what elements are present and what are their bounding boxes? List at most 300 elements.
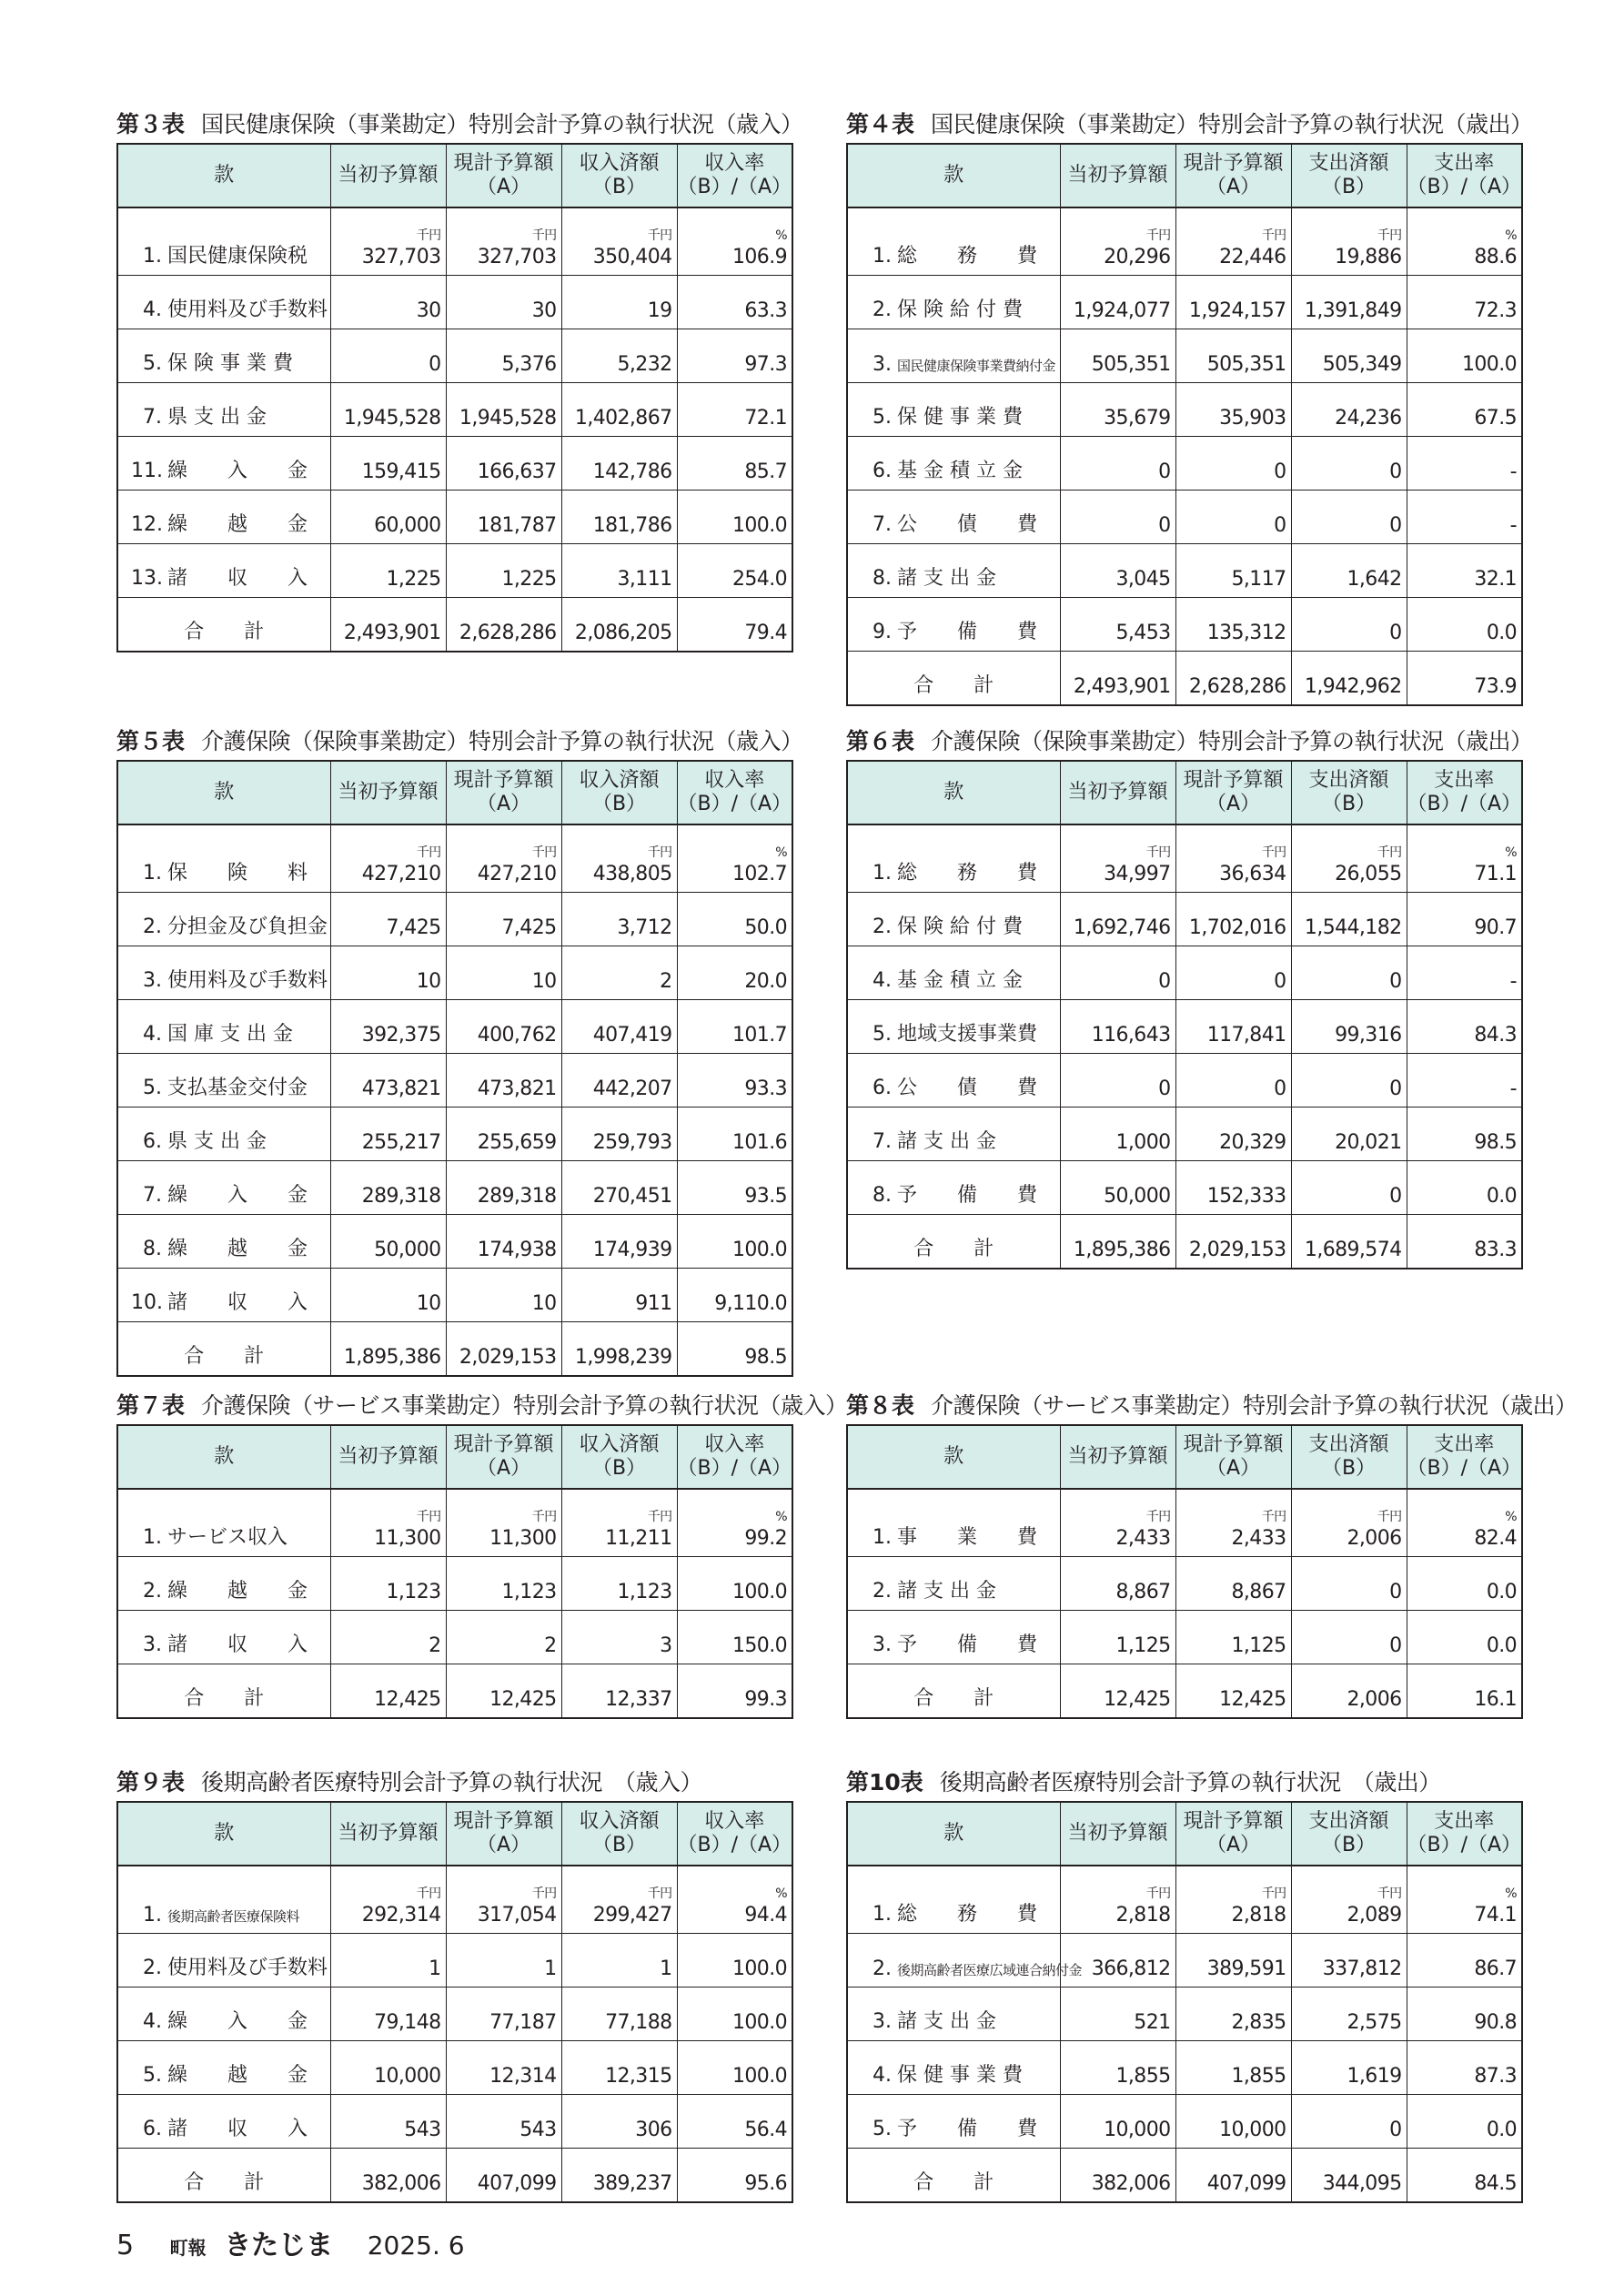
unit-label: % bbox=[775, 228, 787, 243]
value-text: 20,296 bbox=[1104, 246, 1171, 268]
unit-label: % bbox=[1505, 1886, 1517, 1901]
row-number: 5. bbox=[873, 1023, 892, 1046]
value-cell bbox=[1291, 329, 1407, 383]
value-cell bbox=[561, 1215, 677, 1269]
row-number: 2. bbox=[873, 915, 892, 938]
value-cell bbox=[1060, 946, 1175, 1000]
value-cell bbox=[330, 1988, 446, 2041]
value-text: 166,637 bbox=[477, 460, 557, 483]
total-row bbox=[117, 1322, 792, 1377]
value-cell bbox=[446, 207, 561, 276]
value-text: 0 bbox=[1158, 514, 1171, 537]
value-cell bbox=[677, 2095, 792, 2149]
value-text: 100.0 bbox=[732, 2065, 787, 2088]
header-category: 款 bbox=[117, 144, 330, 207]
value-cell bbox=[330, 491, 446, 544]
row-label bbox=[847, 1489, 1060, 1557]
row-number: 7. bbox=[873, 513, 892, 536]
value-cell bbox=[1291, 824, 1407, 893]
header-settled-amount-ref: （B） bbox=[1321, 1834, 1377, 1856]
value-text: 407,419 bbox=[592, 1024, 672, 1047]
row-number: 8. bbox=[873, 567, 892, 590]
value-text: 392,375 bbox=[361, 1024, 441, 1047]
row-name: 使用料及び手数料 bbox=[167, 969, 328, 992]
table-row bbox=[847, 207, 1522, 276]
table-row bbox=[117, 946, 792, 1000]
table-row bbox=[117, 276, 792, 329]
row-number: 3. bbox=[873, 1633, 892, 1656]
total-value: 73.9 bbox=[1407, 652, 1522, 706]
unit-label: 千円 bbox=[416, 845, 441, 860]
row-name: 県 支 出 金 bbox=[167, 406, 267, 429]
total-value: 16.1 bbox=[1407, 1664, 1522, 1719]
value-cell bbox=[1060, 1161, 1175, 1215]
unit-label: 千円 bbox=[1377, 845, 1402, 860]
value-cell bbox=[1291, 1988, 1407, 2041]
table-block bbox=[846, 726, 1533, 1269]
value-cell bbox=[446, 2095, 561, 2149]
value-text: 0 bbox=[1389, 622, 1402, 644]
header-current-budget-label: 現計予算額 bbox=[1183, 1810, 1284, 1833]
header-rate-ref: （B）/（A） bbox=[1407, 176, 1522, 198]
table-row bbox=[847, 276, 1522, 329]
value-text: 0 bbox=[1274, 970, 1286, 993]
value-text: 77,188 bbox=[605, 2011, 672, 2034]
row-number: 1. bbox=[873, 245, 892, 268]
total-value: 2,029,153 bbox=[446, 1322, 561, 1377]
header-current-budget-ref: （A） bbox=[1205, 1834, 1261, 1856]
total-value: 2,493,901 bbox=[1060, 652, 1175, 706]
value-cell bbox=[1407, 437, 1522, 491]
value-text: 3 bbox=[660, 1634, 672, 1657]
table-row bbox=[847, 383, 1522, 437]
value-text: - bbox=[1509, 1077, 1517, 1100]
total-value: 2,029,153 bbox=[1175, 1215, 1291, 1269]
value-text: 50,000 bbox=[1104, 1185, 1171, 1208]
value-cell bbox=[330, 1000, 446, 1054]
value-text: 0 bbox=[1389, 2119, 1402, 2141]
row-number: 6. bbox=[873, 1077, 892, 1099]
row-label bbox=[117, 276, 330, 329]
value-text: 72.3 bbox=[1474, 299, 1517, 322]
header-rate bbox=[1407, 144, 1522, 207]
value-text: 7,425 bbox=[386, 916, 441, 939]
header-rate-label: 支出率 bbox=[1434, 1433, 1495, 1456]
table-caption: 後期高齢者医療特別会計予算の執行状況 （歳出） bbox=[939, 1769, 1441, 1795]
value-text: 10,000 bbox=[1104, 2119, 1171, 2141]
row-number: 11. bbox=[131, 460, 163, 482]
row-label bbox=[847, 1000, 1060, 1054]
value-cell bbox=[1407, 544, 1522, 598]
header-current-budget-ref: （A） bbox=[476, 176, 531, 198]
row-number: 5. bbox=[143, 1077, 162, 1099]
table-row bbox=[117, 1988, 792, 2041]
table-row bbox=[117, 437, 792, 491]
value-cell bbox=[677, 824, 792, 893]
row-label bbox=[847, 1934, 1083, 1988]
row-number: 1. bbox=[143, 245, 162, 268]
row-name: サービス収入 bbox=[167, 1526, 288, 1549]
value-cell bbox=[1291, 1000, 1407, 1054]
table-row bbox=[117, 2041, 792, 2095]
total-value: 99.3 bbox=[677, 1664, 792, 1719]
value-cell bbox=[1175, 491, 1291, 544]
header-settled-amount-ref: （B） bbox=[591, 793, 647, 815]
header-current-budget bbox=[446, 144, 561, 207]
total-row bbox=[117, 1664, 792, 1719]
value-cell bbox=[1291, 491, 1407, 544]
row-label bbox=[117, 1054, 330, 1108]
value-text: 100.0 bbox=[732, 1239, 787, 1261]
table-row bbox=[117, 1611, 792, 1664]
value-cell bbox=[446, 893, 561, 946]
row-name: 保 険 料 bbox=[167, 862, 308, 885]
value-text: 1,945,528 bbox=[459, 407, 557, 430]
table-title bbox=[846, 1391, 1578, 1421]
value-cell bbox=[1407, 1108, 1522, 1161]
value-cell bbox=[1407, 1611, 1522, 1664]
table-row bbox=[847, 437, 1522, 491]
value-cell bbox=[446, 1161, 561, 1215]
total-value: 2,006 bbox=[1291, 1664, 1407, 1719]
value-text: 90.7 bbox=[1474, 916, 1517, 939]
header-current-budget-label: 現計予算額 bbox=[1183, 152, 1284, 175]
value-text: 1 bbox=[429, 1957, 441, 1980]
publication-name: きたじま bbox=[224, 2230, 334, 2261]
value-cell bbox=[677, 383, 792, 437]
value-cell bbox=[1407, 207, 1522, 276]
value-text: 1,945,528 bbox=[343, 407, 441, 430]
value-text: 101.6 bbox=[732, 1131, 787, 1154]
total-value: 98.5 bbox=[677, 1322, 792, 1377]
row-number: 2. bbox=[873, 1580, 892, 1603]
row-name: 総 務 費 bbox=[897, 245, 1038, 268]
value-text: 521 bbox=[1134, 2011, 1171, 2034]
value-cell bbox=[561, 383, 677, 437]
row-name: 使用料及び手数料 bbox=[167, 1957, 328, 1979]
value-text: 505,349 bbox=[1322, 353, 1402, 376]
value-cell bbox=[330, 329, 446, 383]
row-label bbox=[847, 383, 1060, 437]
value-cell bbox=[1175, 1611, 1291, 1664]
table-row bbox=[117, 329, 792, 383]
row-label bbox=[847, 2095, 1060, 2149]
table-block bbox=[116, 1767, 792, 2203]
value-cell bbox=[446, 946, 561, 1000]
value-text: 1,692,746 bbox=[1073, 916, 1171, 939]
table-title bbox=[846, 726, 1533, 757]
value-text: 90.8 bbox=[1474, 2011, 1517, 2034]
total-value: 95.6 bbox=[677, 2149, 792, 2203]
header-row bbox=[117, 1802, 792, 1866]
value-cell bbox=[1407, 1988, 1522, 2041]
value-text: 71.1 bbox=[1474, 863, 1517, 885]
value-cell bbox=[1060, 2041, 1175, 2095]
table-row bbox=[117, 1108, 792, 1161]
unit-label: 千円 bbox=[1261, 1510, 1286, 1524]
value-cell bbox=[1407, 824, 1522, 893]
unit-label: 千円 bbox=[647, 845, 672, 860]
value-text: 50,000 bbox=[374, 1239, 441, 1261]
header-initial-budget: 当初予算額 bbox=[1060, 1425, 1175, 1489]
header-row bbox=[847, 761, 1522, 824]
header-rate bbox=[1407, 1425, 1522, 1489]
row-number: 12. bbox=[131, 513, 163, 536]
table-row bbox=[847, 1988, 1522, 2041]
row-label bbox=[847, 544, 1060, 598]
value-text: 255,217 bbox=[361, 1131, 441, 1154]
value-cell bbox=[330, 2041, 446, 2095]
row-name: 後期高齢者医療広域連合納付金 bbox=[897, 1962, 1083, 1978]
value-cell bbox=[330, 1215, 446, 1269]
value-text: 5,376 bbox=[501, 353, 557, 376]
unit-label: 千円 bbox=[1261, 1886, 1286, 1901]
value-text: 152,333 bbox=[1206, 1185, 1286, 1208]
table-number: 第７表 bbox=[116, 1392, 186, 1419]
total-row bbox=[117, 598, 792, 652]
value-cell bbox=[677, 1000, 792, 1054]
value-text: 2 bbox=[660, 970, 672, 993]
value-cell bbox=[561, 544, 677, 598]
value-text: 181,787 bbox=[477, 514, 557, 537]
value-cell bbox=[1060, 893, 1175, 946]
row-label bbox=[847, 1611, 1060, 1664]
row-name: 諸 支 出 金 bbox=[897, 567, 996, 590]
value-cell bbox=[446, 1489, 561, 1557]
total-value: 407,099 bbox=[446, 2149, 561, 2203]
value-text: 79,148 bbox=[374, 2011, 441, 2034]
value-cell bbox=[1175, 1000, 1291, 1054]
header-settled-amount-label: 収入済額 bbox=[579, 1433, 660, 1456]
value-text: 36,634 bbox=[1219, 863, 1286, 885]
row-number: 1. bbox=[873, 1526, 892, 1549]
row-number: 1. bbox=[143, 1526, 162, 1549]
value-text: 255,659 bbox=[477, 1131, 557, 1154]
value-cell bbox=[677, 1557, 792, 1611]
header-current-budget bbox=[446, 761, 561, 824]
value-cell bbox=[1175, 893, 1291, 946]
header-rate-label: 収入率 bbox=[704, 1433, 765, 1456]
value-cell bbox=[1175, 946, 1291, 1000]
value-text: 1,125 bbox=[1115, 1634, 1171, 1657]
value-cell bbox=[1060, 383, 1175, 437]
value-text: 181,786 bbox=[592, 514, 672, 537]
value-text: 327,703 bbox=[361, 246, 441, 268]
row-number: 5. bbox=[873, 406, 892, 429]
value-cell bbox=[677, 544, 792, 598]
header-current-budget-ref: （A） bbox=[1205, 793, 1261, 815]
value-cell bbox=[561, 1000, 677, 1054]
value-cell bbox=[1291, 1108, 1407, 1161]
value-cell bbox=[1060, 1000, 1175, 1054]
header-settled-amount bbox=[561, 761, 677, 824]
budget-table bbox=[846, 1424, 1523, 1719]
value-cell bbox=[1175, 2095, 1291, 2149]
value-cell bbox=[677, 1269, 792, 1322]
value-text: 60,000 bbox=[374, 514, 441, 537]
row-label bbox=[847, 491, 1060, 544]
value-cell bbox=[561, 1161, 677, 1215]
unit-label: 千円 bbox=[647, 1510, 672, 1524]
total-value: 12,337 bbox=[561, 1664, 677, 1719]
value-cell bbox=[677, 893, 792, 946]
row-name: 保 険 給 付 費 bbox=[897, 915, 1023, 938]
header-settled-amount-ref: （B） bbox=[591, 176, 647, 198]
value-text: 98.5 bbox=[1474, 1131, 1517, 1154]
value-cell bbox=[561, 207, 677, 276]
row-label bbox=[847, 1866, 1060, 1934]
value-text: 2 bbox=[544, 1634, 557, 1657]
header-initial-budget: 当初予算額 bbox=[1060, 144, 1175, 207]
value-text: 19,886 bbox=[1335, 246, 1402, 268]
header-category: 款 bbox=[117, 1802, 330, 1866]
value-cell bbox=[330, 1557, 446, 1611]
row-label bbox=[847, 276, 1060, 329]
value-text: 0 bbox=[429, 353, 441, 376]
value-cell bbox=[1175, 1161, 1291, 1215]
budget-table bbox=[846, 143, 1523, 706]
value-cell bbox=[1175, 1054, 1291, 1108]
table-caption: 国民健康保険（事業勘定）特別会計予算の執行状況（歳出） bbox=[931, 111, 1533, 137]
unit-label: 千円 bbox=[416, 228, 441, 243]
value-text: 19 bbox=[647, 299, 672, 322]
row-name: 国 庫 支 出 金 bbox=[167, 1023, 293, 1046]
row-name: 諸 支 出 金 bbox=[897, 2010, 996, 2033]
header-settled-amount bbox=[1291, 1425, 1407, 1489]
total-value: 1,895,386 bbox=[330, 1322, 446, 1377]
value-text: 84.3 bbox=[1474, 1024, 1517, 1047]
value-cell bbox=[1407, 491, 1522, 544]
row-number: 8. bbox=[143, 1238, 162, 1260]
value-cell bbox=[1175, 598, 1291, 652]
unit-label: 千円 bbox=[1145, 1510, 1171, 1524]
value-cell bbox=[1175, 437, 1291, 491]
total-value: 1,998,239 bbox=[561, 1322, 677, 1377]
value-cell bbox=[677, 276, 792, 329]
value-text: 106.9 bbox=[732, 246, 787, 268]
total-value: 83.3 bbox=[1407, 1215, 1522, 1269]
header-settled-amount-label: 収入済額 bbox=[579, 152, 660, 175]
value-text: 10 bbox=[416, 1292, 441, 1315]
header-settled-amount-label: 支出済額 bbox=[1308, 769, 1389, 792]
value-cell bbox=[1060, 1988, 1175, 2041]
table-row bbox=[847, 1054, 1522, 1108]
table-caption: 介護保険（サービス事業勘定）特別会計予算の執行状況（歳入） bbox=[201, 1392, 848, 1419]
row-name: 基 金 積 立 金 bbox=[897, 460, 1023, 482]
row-label bbox=[117, 437, 330, 491]
value-text: 3,111 bbox=[617, 568, 672, 591]
unit-label: 千円 bbox=[1377, 228, 1402, 243]
table-row bbox=[847, 2095, 1522, 2149]
table-number: 第３表 bbox=[116, 111, 186, 137]
header-rate-label: 支出率 bbox=[1434, 1810, 1495, 1833]
header-rate bbox=[677, 761, 792, 824]
header-category: 款 bbox=[847, 1802, 1060, 1866]
row-number: 5. bbox=[143, 2064, 162, 2087]
value-cell bbox=[561, 1269, 677, 1322]
value-cell bbox=[1291, 383, 1407, 437]
value-text: 150.0 bbox=[732, 1634, 787, 1657]
value-text: 259,793 bbox=[592, 1131, 672, 1154]
header-settled-amount-ref: （B） bbox=[1321, 176, 1377, 198]
value-cell bbox=[446, 1108, 561, 1161]
value-cell bbox=[446, 1611, 561, 1664]
row-name: 公 債 費 bbox=[897, 1077, 1038, 1099]
row-label bbox=[117, 1215, 330, 1269]
value-text: 5,232 bbox=[617, 353, 672, 376]
table-row bbox=[847, 544, 1522, 598]
row-name: 諸 支 出 金 bbox=[897, 1130, 996, 1153]
value-text: 5,117 bbox=[1231, 568, 1286, 591]
value-cell bbox=[1407, 2095, 1522, 2149]
value-cell bbox=[1060, 1489, 1175, 1557]
value-text: 427,210 bbox=[361, 863, 441, 885]
unit-label: 千円 bbox=[1261, 228, 1286, 243]
value-cell bbox=[561, 824, 677, 893]
value-text: 2,089 bbox=[1347, 1904, 1402, 1927]
row-name: 公 債 費 bbox=[897, 513, 1038, 536]
header-category: 款 bbox=[847, 144, 1060, 207]
total-row bbox=[117, 2149, 792, 2203]
total-value: 12,425 bbox=[1175, 1664, 1291, 1719]
value-text: 100.0 bbox=[732, 2011, 787, 2034]
value-cell bbox=[446, 437, 561, 491]
header-settled-amount-label: 支出済額 bbox=[1308, 1810, 1389, 1833]
header-initial-budget: 当初予算額 bbox=[330, 144, 446, 207]
total-label: 合 計 bbox=[117, 1322, 330, 1377]
value-cell bbox=[330, 276, 446, 329]
value-cell bbox=[446, 1269, 561, 1322]
value-text: 254.0 bbox=[732, 568, 787, 591]
row-number: 4. bbox=[873, 969, 892, 992]
value-cell bbox=[330, 1269, 446, 1322]
value-text: 7,425 bbox=[501, 916, 557, 939]
row-number: 2. bbox=[873, 298, 892, 321]
unit-label: 千円 bbox=[531, 845, 557, 860]
table-row bbox=[847, 1489, 1522, 1557]
table-caption: 介護保険（保険事業勘定）特別会計予算の執行状況（歳入） bbox=[201, 728, 803, 754]
value-cell bbox=[1060, 491, 1175, 544]
budget-table bbox=[116, 1801, 793, 2203]
total-row bbox=[847, 652, 1522, 706]
value-cell bbox=[1175, 1988, 1291, 2041]
table-row bbox=[117, 1489, 792, 1557]
table-title bbox=[846, 109, 1533, 140]
value-cell bbox=[1407, 1557, 1522, 1611]
value-cell bbox=[561, 1054, 677, 1108]
value-text: 135,312 bbox=[1206, 622, 1286, 644]
value-cell bbox=[330, 946, 446, 1000]
value-text: 117,841 bbox=[1206, 1024, 1286, 1047]
header-rate-ref: （B）/（A） bbox=[1407, 1834, 1522, 1856]
row-name: 繰 越 金 bbox=[167, 2064, 308, 2087]
row-number: 3. bbox=[873, 353, 892, 376]
unit-label: 千円 bbox=[531, 228, 557, 243]
row-number: 4. bbox=[143, 2010, 162, 2033]
value-text: 10 bbox=[531, 1292, 557, 1315]
row-name: 予 備 費 bbox=[897, 1184, 1038, 1207]
total-value: 389,237 bbox=[561, 2149, 677, 2203]
table-caption: 介護保険（保険事業勘定）特別会計予算の執行状況（歳出） bbox=[931, 728, 1533, 754]
total-value: 84.5 bbox=[1407, 2149, 1522, 2203]
table-caption: 介護保険（サービス事業勘定）特別会計予算の執行状況（歳出） bbox=[931, 1392, 1578, 1419]
unit-label: 千円 bbox=[1261, 845, 1286, 860]
value-cell bbox=[1175, 824, 1291, 893]
value-text: 1,123 bbox=[501, 1581, 557, 1603]
value-text: 116,643 bbox=[1091, 1024, 1171, 1047]
value-cell bbox=[677, 2041, 792, 2095]
value-text: 350,404 bbox=[592, 246, 672, 268]
